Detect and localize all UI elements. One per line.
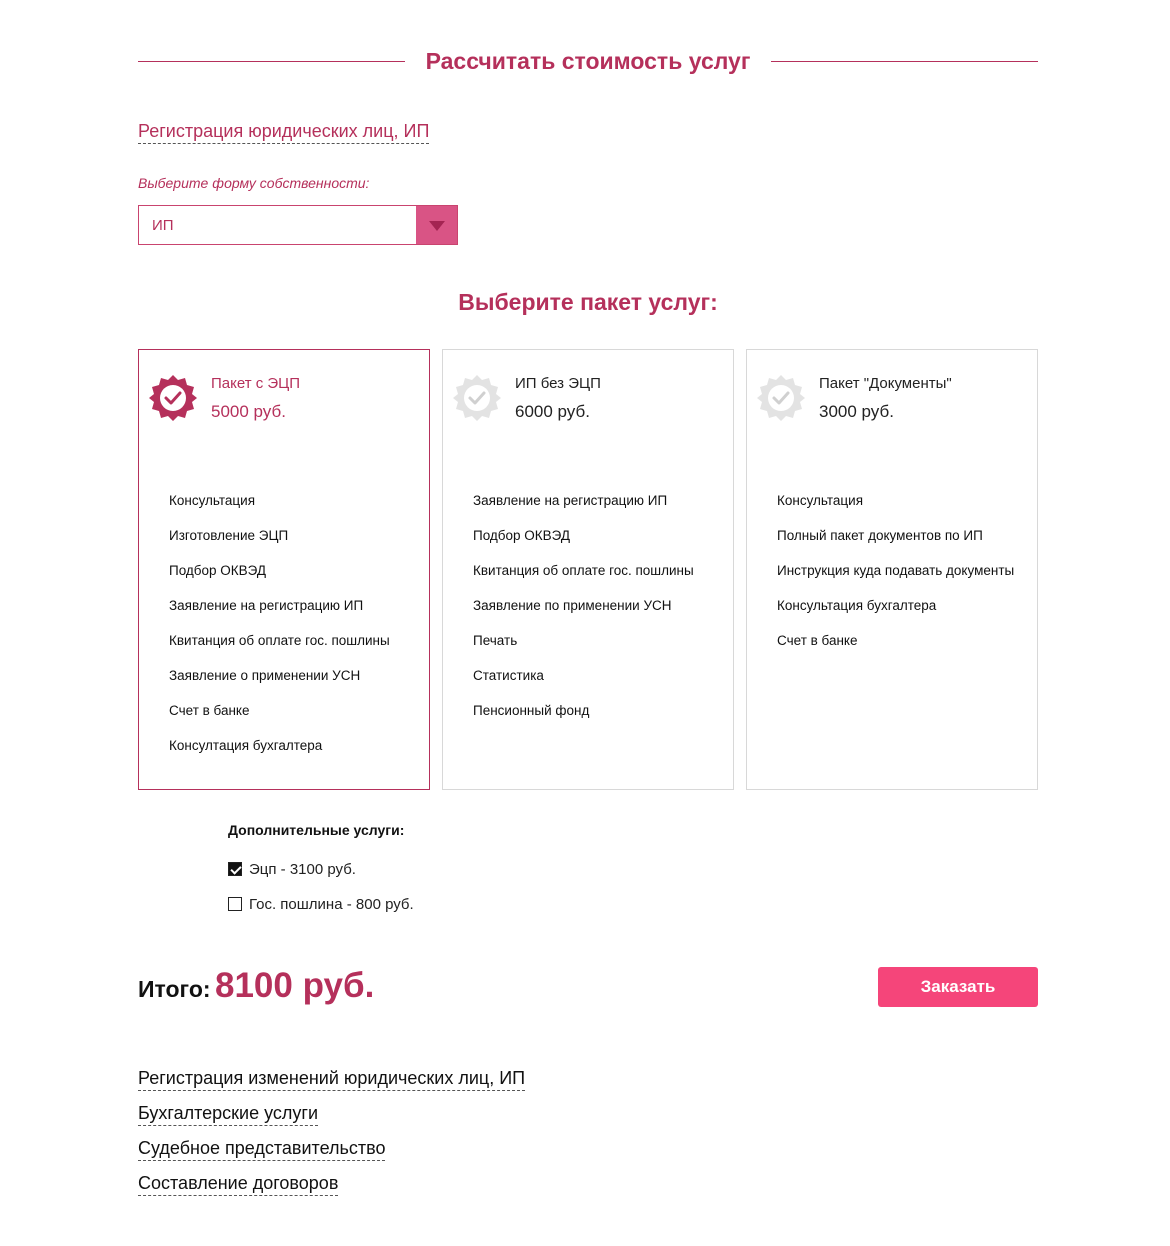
extra-duty-label: Гос. пошлина - 800 руб. bbox=[249, 896, 414, 913]
extra-duty-checkbox[interactable] bbox=[228, 897, 242, 911]
feature-item: Подбор ОКВЭД bbox=[473, 528, 571, 543]
package-name: Пакет "Документы" bbox=[819, 375, 952, 392]
feature-item: Консультация bbox=[777, 493, 864, 508]
total-block bbox=[138, 966, 374, 1006]
page-title: Рассчитать стоимость услуг bbox=[425, 48, 751, 74]
feature-item: Полный пакет документов по ИП bbox=[777, 528, 983, 543]
packages-title: Выберите пакет услуг: bbox=[458, 289, 718, 315]
extra-ecp-option[interactable] bbox=[228, 861, 356, 878]
ownership-select-value: ИП bbox=[152, 217, 174, 234]
package-price: 5000 руб. bbox=[211, 402, 286, 421]
package-price: 6000 руб. bbox=[515, 402, 590, 421]
feature-item: Заявление на регистрацию ИП bbox=[169, 598, 364, 613]
header-divider-left bbox=[138, 61, 405, 62]
package-features bbox=[473, 491, 723, 736]
feature-item: Консультация bbox=[169, 493, 256, 508]
package-name: ИП без ЭЦП bbox=[515, 375, 601, 392]
feature-item: Изготовление ЭЦП bbox=[169, 528, 289, 543]
service-link-accounting[interactable]: Бухгалтерские услуги bbox=[138, 1103, 318, 1126]
feature-item: Квитанция об оплате гос. пошлины bbox=[473, 563, 694, 578]
extra-ecp-label: Эцп - 3100 руб. bbox=[249, 861, 356, 878]
feature-item: Статистика bbox=[473, 668, 544, 683]
feature-item: Консультация бухгалтера bbox=[777, 598, 937, 613]
feature-item: Счет в банке bbox=[777, 633, 858, 648]
extra-duty-option[interactable] bbox=[228, 896, 414, 913]
check-badge-icon bbox=[757, 374, 805, 422]
ownership-form-label: Выберите форму собственности: bbox=[138, 175, 370, 191]
package-card-documents[interactable] bbox=[746, 349, 1038, 790]
service-link-changes[interactable]: Регистрация изменений юридических лиц, ИП bbox=[138, 1068, 525, 1091]
feature-item: Счет в банке bbox=[169, 703, 250, 718]
calculator-header bbox=[138, 44, 1038, 80]
feature-item: Заявление по применении УСН bbox=[473, 598, 672, 613]
feature-item: Подбор ОКВЭД bbox=[169, 563, 267, 578]
dropdown-button[interactable] bbox=[416, 206, 457, 244]
extra-ecp-checkbox[interactable] bbox=[228, 862, 242, 876]
package-features bbox=[777, 491, 1027, 666]
package-features bbox=[169, 491, 419, 771]
ownership-select[interactable] bbox=[138, 205, 458, 245]
feature-item: Инструкция куда подавать документы bbox=[777, 563, 1015, 578]
total-amount: 8100 руб. bbox=[214, 966, 375, 1005]
order-button[interactable]: Заказать bbox=[878, 967, 1038, 1007]
other-services-list bbox=[138, 1068, 525, 1208]
feature-item: Заявление о применении УСН bbox=[169, 668, 361, 683]
service-link-court[interactable]: Судебное представительство bbox=[138, 1138, 385, 1161]
registration-section-link[interactable]: Регистрация юридических лиц, ИП bbox=[138, 121, 429, 144]
feature-item: Квитанция об оплате гос. пошлины bbox=[169, 633, 390, 648]
service-link-contracts[interactable]: Составление договоров bbox=[138, 1173, 338, 1196]
package-card-no-ecp[interactable] bbox=[442, 349, 734, 790]
feature-item: Консултация бухгалтера bbox=[169, 738, 323, 753]
package-name: Пакет с ЭЦП bbox=[211, 375, 301, 392]
package-card-ecp[interactable] bbox=[138, 349, 430, 790]
feature-item: Печать bbox=[473, 633, 518, 648]
feature-item: Заявление на регистрацию ИП bbox=[473, 493, 668, 508]
total-label: Итого: bbox=[138, 976, 211, 1002]
extras-title: Дополнительные услуги: bbox=[228, 822, 405, 838]
chevron-down-icon bbox=[429, 221, 445, 231]
check-badge-icon bbox=[453, 374, 501, 422]
selected-check-badge-icon bbox=[149, 374, 197, 422]
feature-item: Пенсионный фонд bbox=[473, 703, 590, 718]
package-price: 3000 руб. bbox=[819, 402, 894, 421]
header-divider-right bbox=[771, 61, 1038, 62]
